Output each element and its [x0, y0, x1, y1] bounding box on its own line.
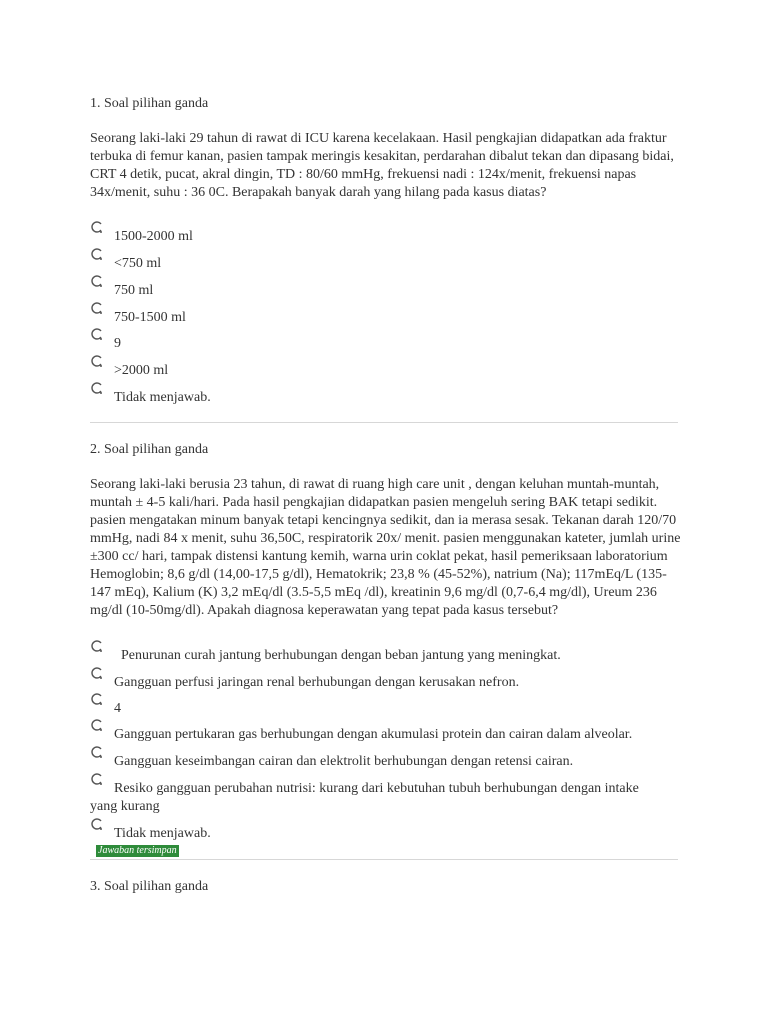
- question-1-title: 1. Soal pilihan ganda: [90, 96, 209, 111]
- saved-status-badge: Jawaban tersimpan: [98, 845, 177, 856]
- option-label: 1500-2000 ml: [114, 229, 193, 244]
- question-1-option-7[interactable]: [90, 389, 690, 407]
- question-divider: [90, 422, 678, 423]
- radio-icon[interactable]: [90, 301, 104, 315]
- question-1-option-1[interactable]: [90, 228, 690, 246]
- option-label: <750 ml: [114, 256, 162, 271]
- option-label: 750 ml: [114, 283, 154, 298]
- option-label: Resiko gangguan perubahan nutrisi: kurang dari kebutuhan tubuh berhubungan dengan intake yang kurang: [90, 781, 639, 814]
- question-1-text: Seorang laki-laki 29 tahun di rawat di ICU karena kecelakaan. Hasil pengkajian didapatkan ada fraktur terbuka di femur kanan, pasien tampak meringis kesakitan, perdarahan dibalut tekan dan dipasang bidai, CRT 4 detik, pucat, akral dingin, TD : 80/60 mmHg, frekuensi nadi : 124x/menit, frekuensi napas 34x/menit, suhu : 36 0C. Berapakah banyak darah yang hilang pada kasus diatas?: [90, 131, 674, 200]
- question-2-option-2[interactable]: [90, 674, 690, 692]
- question-2-title: 2. Soal pilihan ganda: [90, 442, 209, 457]
- question-2-option-4[interactable]: [90, 726, 690, 744]
- question-1-option-4[interactable]: [90, 309, 690, 327]
- question-1-option-2[interactable]: [90, 255, 690, 273]
- radio-icon[interactable]: [90, 247, 104, 261]
- option-label: Penurunan curah jantung berhubungan dengan beban jantung yang meningkat.: [114, 648, 561, 663]
- question-2-option-7[interactable]: [90, 825, 690, 843]
- question-1-option-5[interactable]: [90, 335, 690, 353]
- question-2-option-6[interactable]: [90, 780, 650, 816]
- question-1-option-3[interactable]: [90, 282, 690, 300]
- option-label: 4: [114, 701, 121, 716]
- radio-icon[interactable]: [90, 718, 104, 732]
- option-label: Gangguan keseimbangan cairan dan elektrolit berhubungan dengan retensi cairan.: [114, 754, 574, 769]
- radio-icon[interactable]: [90, 220, 104, 234]
- question-divider: [90, 859, 678, 860]
- radio-icon[interactable]: [90, 327, 104, 341]
- question-2-option-5[interactable]: [90, 753, 690, 771]
- radio-icon[interactable]: [90, 354, 104, 368]
- radio-icon[interactable]: [90, 274, 104, 288]
- radio-icon[interactable]: [90, 666, 104, 680]
- option-label: Gangguan perfusi jaringan renal berhubungan dengan kerusakan nefron.: [114, 675, 520, 690]
- option-label: >2000 ml: [114, 363, 169, 378]
- radio-icon[interactable]: [90, 745, 104, 759]
- option-label: Tidak menjawab.: [114, 826, 211, 841]
- option-label: 9: [114, 336, 121, 351]
- option-label: Gangguan pertukaran gas berhubungan dengan akumulasi protein dan cairan dalam alveolar.: [114, 727, 633, 742]
- question-2-option-3[interactable]: [90, 700, 690, 718]
- radio-icon[interactable]: [90, 692, 104, 706]
- radio-icon[interactable]: [90, 817, 104, 831]
- radio-icon[interactable]: [90, 381, 104, 395]
- radio-icon[interactable]: [90, 772, 104, 786]
- question-1-option-6[interactable]: [90, 362, 690, 380]
- option-label: Tidak menjawab.: [114, 390, 211, 405]
- radio-icon[interactable]: [90, 639, 104, 653]
- question-2-text: Seorang laki-laki berusia 23 tahun, di rawat di ruang high care unit , dengan keluhan muntah-muntah, muntah ± 4-5 kali/hari. Pada hasil pengkajian didapatkan pasien mengeluh sering BAK tetapi sedikit. pasien mengatakan minum banyak tetapi kencingnya sedikit, dan ia merasa sesak. Tekanan darah 120/70 mmHg, nadi 84 x menit, suhu 36,50C, respiratorik 20x/ menit. pasien menggunakan kateter, jumlah urine ±300 cc/ hari, tampak distensi kantung kemih, warna urin coklat pekat, hasil pemeriksaan laboratorium Hemoglobin; 8,6 g/dl (14,00-17,5 g/dl), Hematokrik; 23,8 % (45-52%), natrium (Na); 117mEq/L (135-147 mEq), Kalium (K) 3,2 mEq/dl (3.5-5,5 mEq /dl), kreatinin 9,6 mg/dl (0,7-6,4 mg/dl), Ureum 236 mg/dl (10-50mg/dl). Apakah diagnosa keperawatan yang tepat pada kasus tersebut?: [90, 477, 681, 618]
- question-3-title: 3. Soal pilihan ganda: [90, 879, 209, 894]
- question-2-option-1[interactable]: [90, 647, 690, 665]
- option-label: 750-1500 ml: [114, 310, 186, 325]
